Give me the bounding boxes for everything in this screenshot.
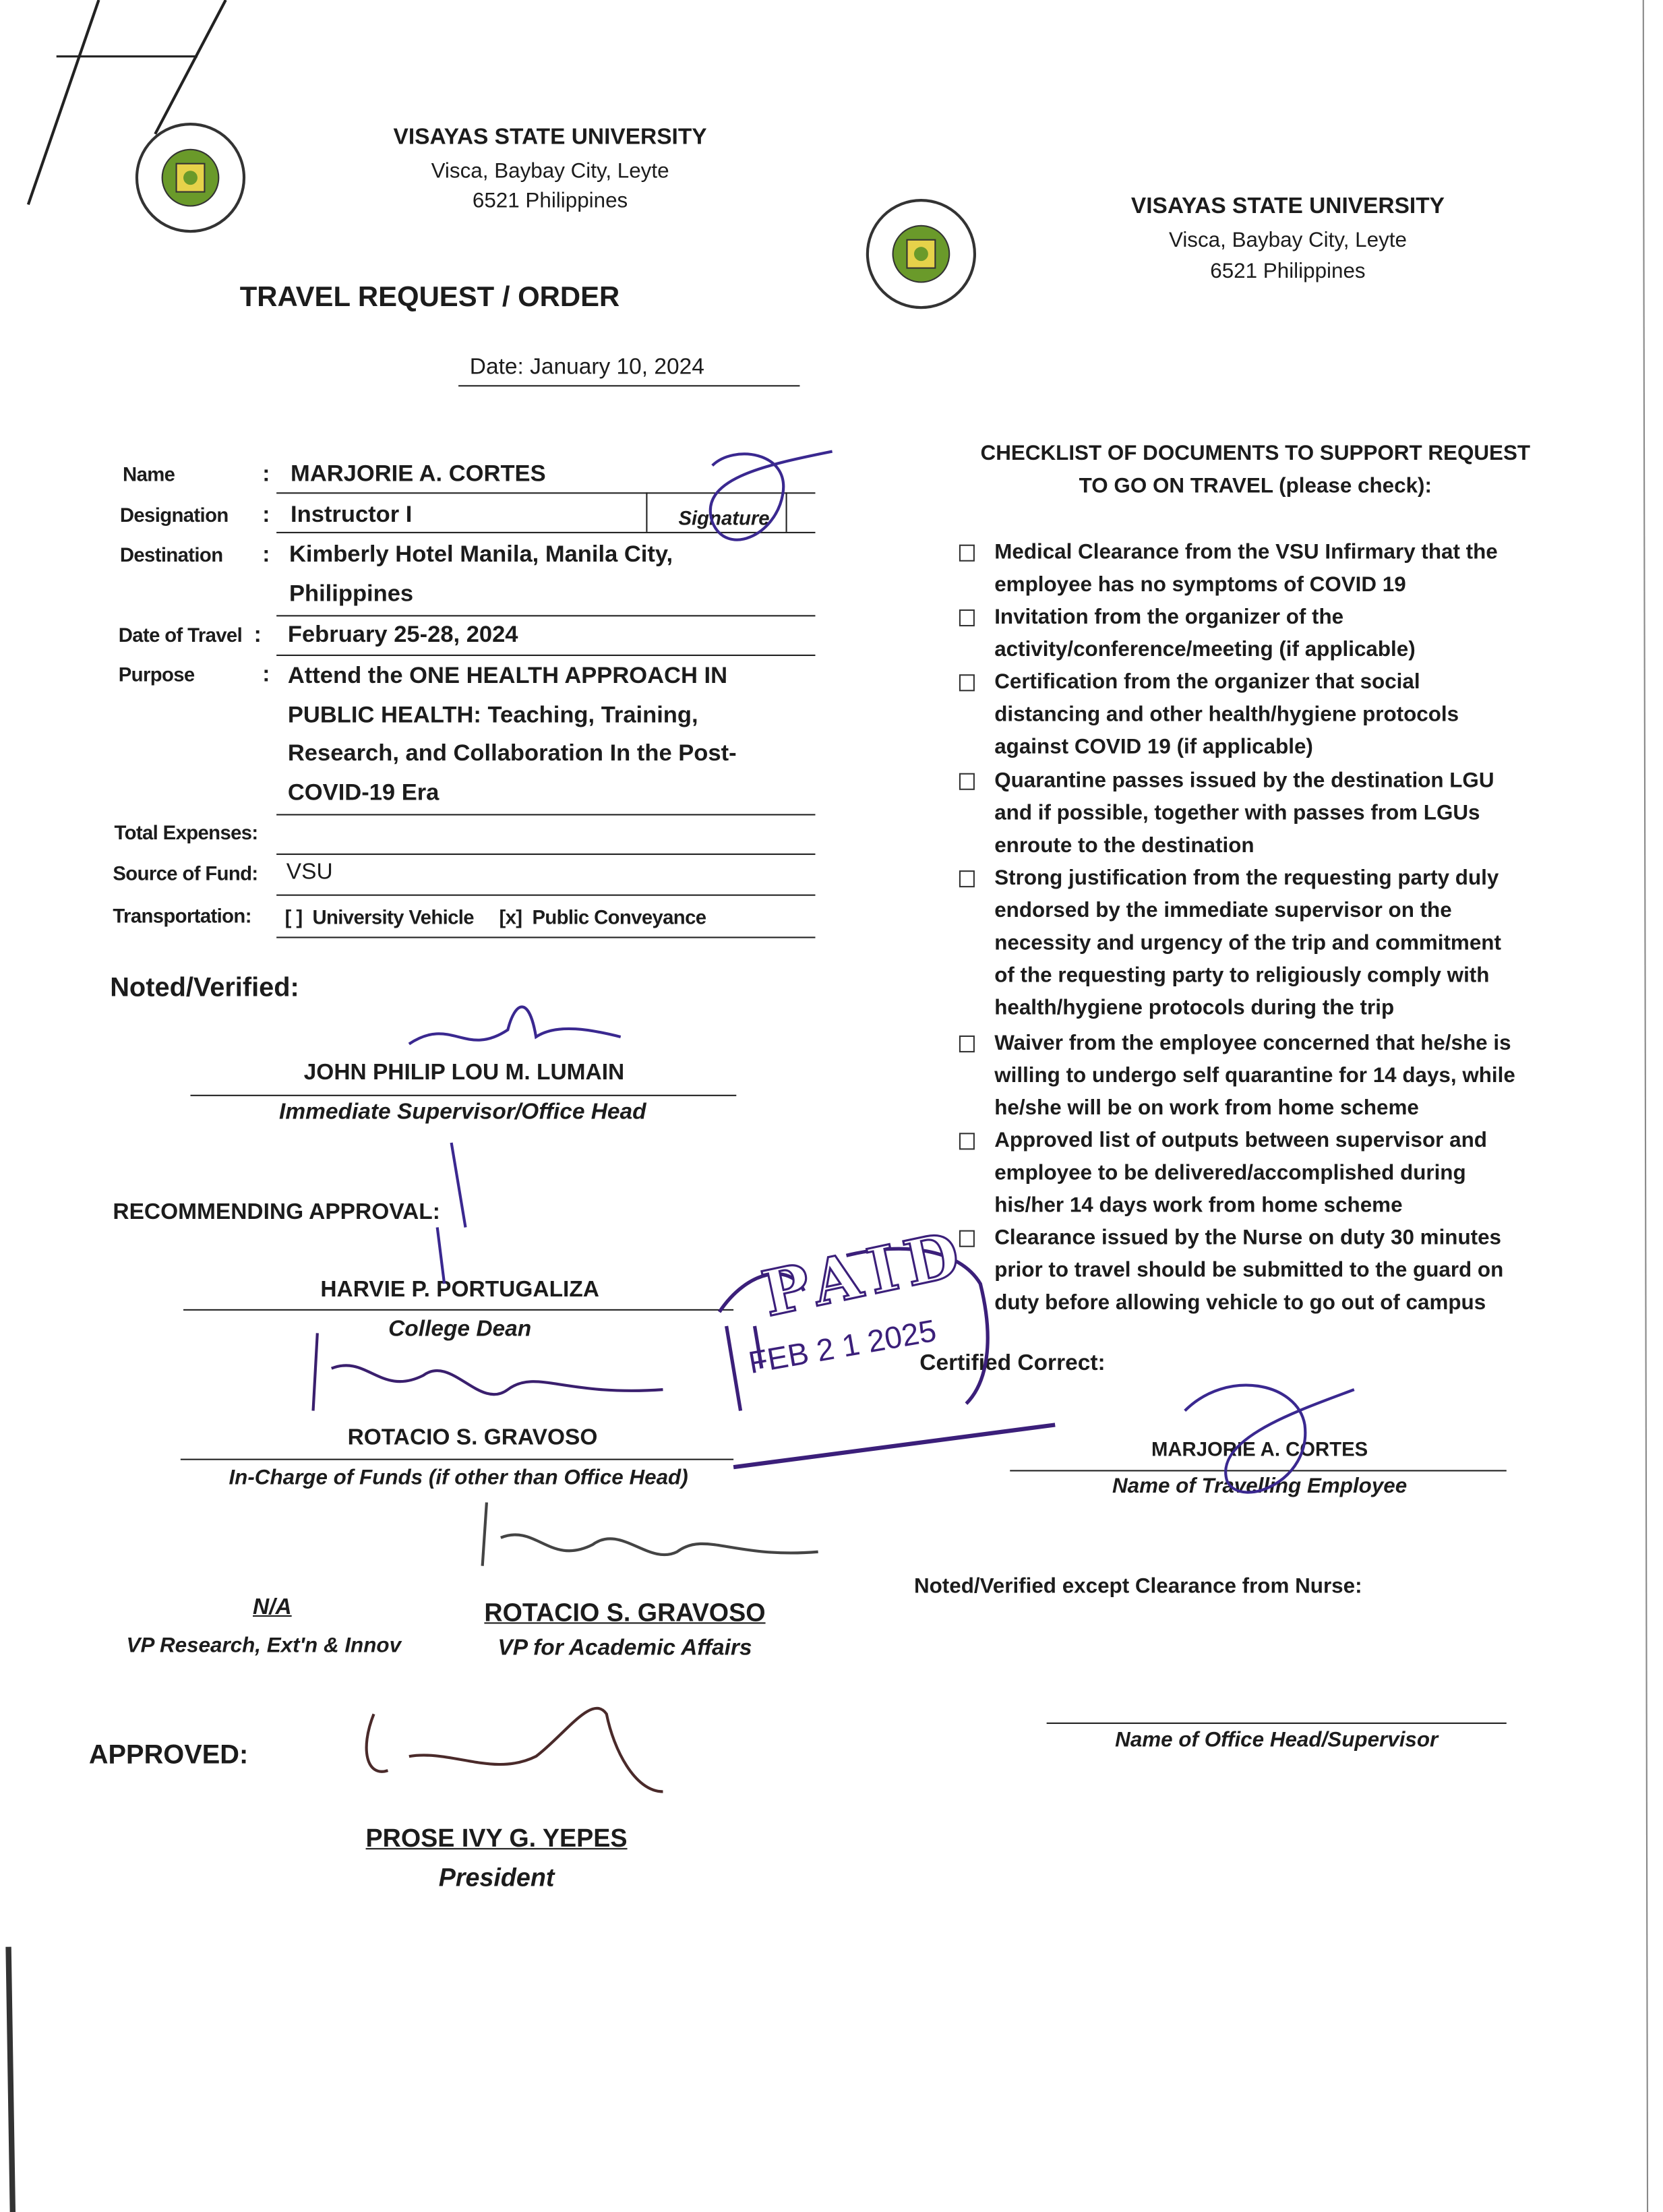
president-title: President [438,1863,555,1892]
university-name-left: VISAYAS STATE UNIVERSITY [393,125,707,150]
checklist-item-line: Medical Clearance from the VSU Infirmary that the [994,540,1498,564]
transportation-value: [ ] University Vehicle [x] Public Conveyance [284,905,706,928]
transportation-label: Transportation: [113,904,251,927]
checklist-item-line: his/her 14 days work from home scheme [994,1193,1403,1218]
checklist-item-line: duty before allowing vehicle to go out of campus [994,1290,1486,1315]
checklist-item-line: employee has no symptoms of COVID 19 [994,572,1406,597]
dean-title: College Dean [388,1317,532,1342]
paid-stamp-date: FEB 2 1 2025 [746,1313,939,1381]
purpose-line-1: Attend the ONE HEALTH APPROACH IN [287,663,728,689]
checklist-item-line: and if possible, together with passes from LGUs [994,801,1480,826]
checklist-item-line: Quarantine passes issued by the destination LGU [994,769,1494,793]
checklist-item-line: Approved list of outputs between supervisor and [994,1129,1487,1153]
employee-title: Name of Travelling Employee [1112,1474,1408,1499]
source-of-fund-value: VSU [286,860,333,885]
signature-label: Signature [678,506,770,529]
request-date: Date: January 10, 2024 [469,355,704,380]
university-name-right: VISAYAS STATE UNIVERSITY [1130,194,1445,219]
date-of-travel-label: Date of Travel [118,623,243,647]
university-postal-right: 6521 Philippines [1210,260,1366,284]
checklist-item-line: distancing and other health/hygiene protocols [994,703,1459,727]
designation-value: Instructor I [291,502,413,528]
purpose-line-2: PUBLIC HEALTH: Teaching, Training, [287,703,698,728]
checklist-item-line: Clearance issued by the Nurse on duty 30 minutes [994,1226,1502,1250]
recommending-approval-heading: RECOMMENDING APPROVAL: [113,1200,440,1225]
checklist-item-line: Strong justification from the requesting party duly [994,866,1499,891]
noted-verified-heading: Noted/Verified: [110,973,299,1003]
purpose-label: Purpose [118,663,195,686]
checklist-item-line: employee to be delivered/accomplished during [994,1161,1466,1185]
approved-heading: APPROVED: [88,1741,249,1771]
paid-stamp-text: PAID [756,1218,974,1332]
checklist-item-line: he/she will be on work from home scheme [994,1096,1419,1120]
destination-label: Destination [119,543,223,566]
source-of-fund-label: Source of Fund: [113,862,258,885]
travel-request-document: VISAYAS STATE UNIVERSITY Visca, Baybay City, Leyte 6521 Philippines VISAYAS STATE UNIVERSITY Visca, Baybay City, Leyte 6521 Philippines TRAVEL REQUEST / ORDER Date: January 10, 2024 Name : MARJORIE A. CORTES Designation : Instructor I Signature Destination : Kimberly Hotel Manila, Manila City, Philippines Date of Travel : February 25-28, 2024 Purpose : Attend the ONE HEALTH APPROACH IN PUBLIC HEALTH: Teaching, Training, Research, and Collaboration In the Post- COVID-19 Era Total Expenses: Source of Fund: VSU Transportation: [ ] University Vehicle [x] Public Conveyance Noted/Verified: JOHN PHILIP LOU M. LUMAIN Immediate Supervisor/Office Head RECOMMENDING APPROVAL: HARVIE P. PORTUGALIZA College Dean ROTACIO S. GRAVOSO In-Charge of Funds (if other than Office Head) N/A VP Research, Ext'n & Innov ROTACIO S. GRAVOSO VP for Academic Affairs APPROVED: PROSE IVY G. YEPES President CHECKLIST OF DOCUMENTS TO SUPPORT REQUEST TO GO ON TRAVEL (please check): Medical Clearance from the VSU Infirmary that the employee has no symptoms of COVID 19 Invitation from the organizer of the activity/conference/meeting (if applicable) Certification from the organizer that social distancing and other health/hygiene protocols against COVID 19 (if applicable) Quarantine passes issued by the destination LGU and if possible, together with passes from LGUs enroute to the destination Strong justification from the requesting party duly endorsed by the immediate supervisor on the necessity and urgency of the trip and commitment of the requesting party to religiously comply with health/hygiene protocols during the trip Waiver from the employee concerned that he/she is willing to undergo self quarantine for 14 days, while he/she will be on work from home scheme Approved list of outputs between supervisor and employee to be delivered/accomplished during his/her 14 days work from home scheme Clearance issued by the Nurse on duty 30 minutes prior to travel should be submitted to the guard on duty before allowing vehicle to go out of campus Certified Correct: MARJORIE A. CORTES Name of Travelling Employee Noted/Verified except Clearance from Nurse: Name of Office Head/Supervisor PAID FEB 2 1 2025 [0,0,1663,2212]
office-head-title: Name of Office Head/Supervisor [1115,1728,1439,1752]
vp-research-name: N/A [253,1595,292,1620]
purpose-line-4: COVID-19 Era [287,780,440,806]
checklist-title-1: CHECKLIST OF DOCUMENTS TO SUPPORT REQUEST [980,441,1531,466]
vp-research-title: VP Research, Ext'n & Innov [126,1634,402,1658]
checklist-item-line: enroute to the destination [994,833,1254,858]
noted-except-label: Noted/Verified except Clearance from Nurse: [913,1574,1362,1598]
checklist-item-line: activity/conference/meeting (if applicable) [994,637,1416,662]
purpose-line-3: Research, and Collaboration In the Post- [287,740,737,767]
destination-value-2: Philippines [289,581,414,607]
checklist-item-line: prior to travel should be submitted to the guard on [994,1258,1504,1283]
checklist-item-line: necessity and urgency of the trip and commitment [994,931,1501,955]
checklist-item-line: willing to undergo self quarantine for 14 days, while [994,1063,1515,1088]
paid-stamp [691,1218,1058,1410]
vpaa-title: VP for Academic Affairs [497,1636,752,1661]
president-name: PROSE IVY G. YEPES [365,1824,628,1853]
destination-value: Kimberly Hotel Manila, Manila City, [289,541,673,568]
funds-officer-name: ROTACIO S. GRAVOSO [347,1426,598,1451]
checklist-item-line: of the requesting party to religiously comply with [994,963,1490,988]
checklist-item-line: Invitation from the organizer of the [994,605,1344,630]
university-address-left: Visca, Baybay City, Leyte [431,159,669,184]
dean-name: HARVIE P. PORTUGALIZA [320,1278,599,1303]
supervisor-title: Immediate Supervisor/Office Head [279,1100,646,1125]
funds-officer-title: In-Charge of Funds (if other than Office Head) [229,1466,688,1490]
date-of-travel-value: February 25-28, 2024 [287,622,518,648]
university-postal-left: 6521 Philippines [472,189,628,213]
checklist-item-line: Waiver from the employee concerned that he/she is [994,1031,1511,1056]
university-address-right: Visca, Baybay City, Leyte [1168,228,1407,253]
checklist-item-line: against COVID 19 (if applicable) [994,735,1313,759]
total-expenses-label: Total Expenses: [114,820,258,844]
employee-name: MARJORIE A. CORTES [1151,1437,1368,1460]
form-title: TRAVEL REQUEST / ORDER [239,282,620,313]
checklist-item-line: Certification from the organizer that social [994,669,1420,694]
certified-correct-label: Certified Correct: [919,1351,1106,1376]
name-value: MARJORIE A. CORTES [291,461,546,487]
checklist-item-line: health/hygiene protocols during the trip [994,996,1395,1020]
checklist-title-2: TO GO ON TRAVEL (please check): [1079,474,1432,498]
designation-label: Designation [119,504,229,527]
vpaa-name: ROTACIO S. GRAVOSO [484,1598,766,1627]
supervisor-name: JOHN PHILIP LOU M. LUMAIN [303,1060,625,1085]
checklist-item-line: endorsed by the immediate supervisor on the [994,898,1452,923]
name-label: Name [123,462,175,485]
